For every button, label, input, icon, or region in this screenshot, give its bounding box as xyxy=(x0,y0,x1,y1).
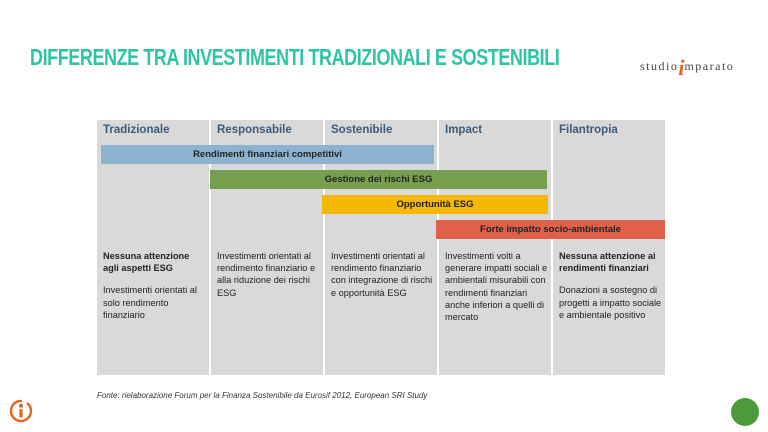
slide-title: DIFFERENZE TRA INVESTIMENTI TRADIZIONALI E SOSTENIBILI xyxy=(30,44,560,70)
column-header: Tradizionale xyxy=(103,124,170,136)
column-text: Investimenti volti a generare impatti sociali e ambientali misurabili con rendimenti finanziari anche inferiori a quelli di mercato xyxy=(445,251,548,323)
green-dot-icon xyxy=(731,398,759,426)
investment-spectrum-table xyxy=(97,120,667,375)
bar-gestione-rischi-esg: Gestione dei rischi ESG xyxy=(210,170,547,189)
column-text: Investimenti orientati al solo rendimento finanziario xyxy=(103,285,197,320)
column-description xyxy=(445,250,549,323)
bar-forte-impatto: Forte impatto socio-ambientale xyxy=(436,220,665,239)
column-description xyxy=(217,250,321,299)
column-header: Filantropia xyxy=(559,124,618,136)
column-header: Sostenibile xyxy=(331,124,393,136)
column-description xyxy=(103,250,207,321)
bar-opportunita-esg: Opportunità ESG xyxy=(322,195,548,214)
column-text: Investimenti orientati al rendimento finanziario con integrazione di rischi e opportunità ESG xyxy=(331,251,433,298)
column-emphasis: Nessuna attenzione agli aspetti ESG xyxy=(103,251,190,274)
column-text: Investimenti orientati al rendimento finanziario e alla riduzione dei rischi ESG xyxy=(217,251,316,298)
bar-rendimenti-competitivi: Rendimenti finanziari competitivi xyxy=(101,145,434,164)
info-badge-icon xyxy=(9,399,33,423)
column-description xyxy=(331,250,435,299)
source-note: Fonte: rielaborazione Forum per la Finanza Sostenibile da Eurosif 2012, European SRI Study xyxy=(97,391,428,400)
column-emphasis: Nessuna attenzione ai rendimenti finanziari xyxy=(559,251,656,274)
column-header: Responsabile xyxy=(217,124,292,136)
column-filantropia xyxy=(553,120,665,375)
logo-text-left: studio xyxy=(640,59,679,73)
logo-text-right: mparato xyxy=(684,59,735,73)
column-text: Donazioni a sostegno di progetti a impatto sociale e ambientale positivo xyxy=(559,285,662,320)
studio-imparato-logo xyxy=(640,50,735,80)
column-impact xyxy=(439,120,551,375)
column-header: Impact xyxy=(445,124,483,136)
logo-i-mark: i xyxy=(678,55,685,80)
column-description xyxy=(559,250,663,321)
